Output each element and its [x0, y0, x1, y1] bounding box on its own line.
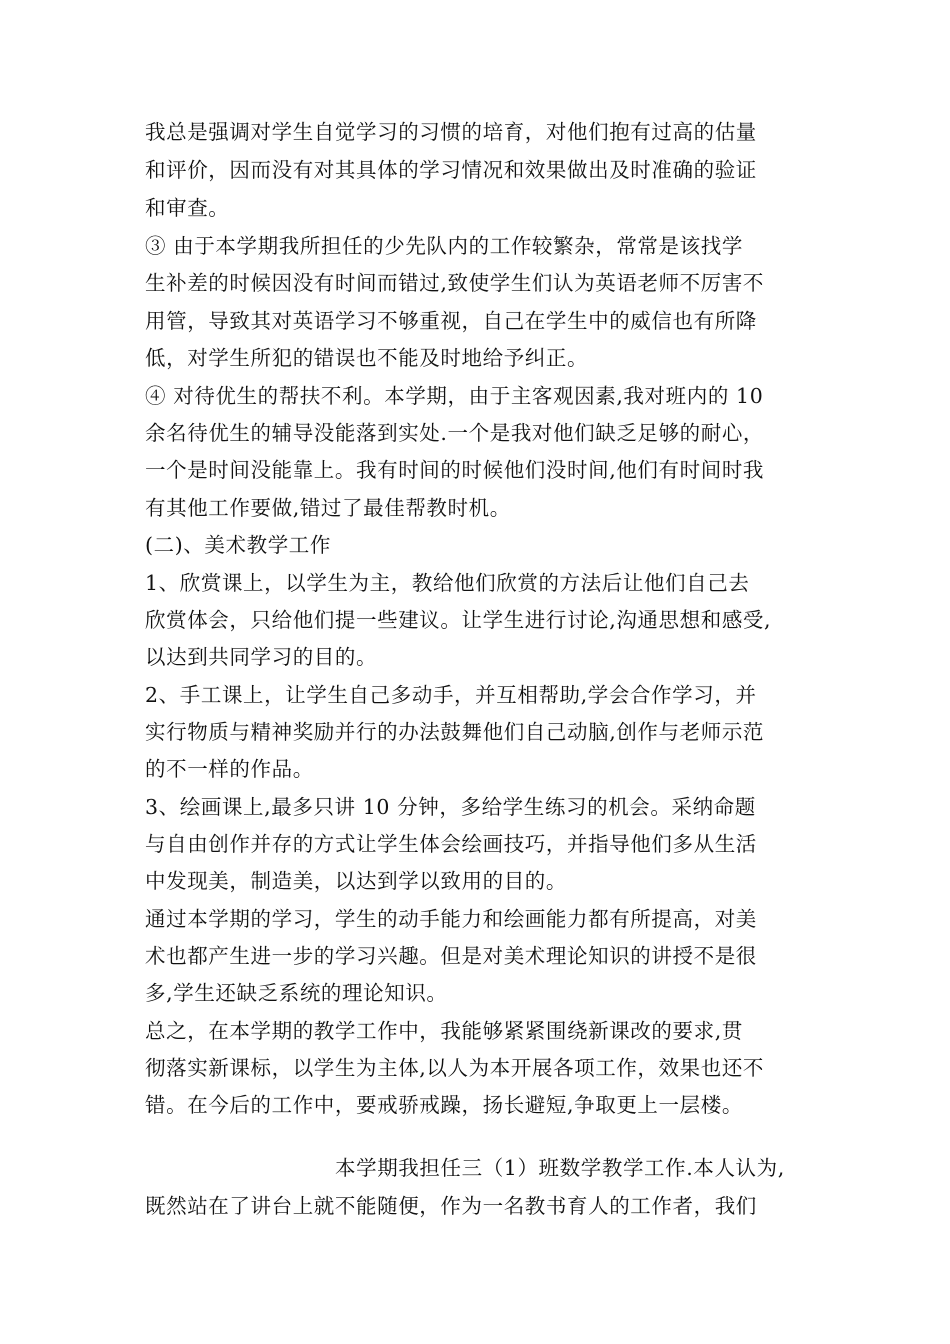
text-line: 用管，导致其对英语学习不够重视，自己在学生中的威信也有所降: [145, 309, 757, 333]
text-line: 与自由创作并存的方式让学生体会绘画技巧，并指导他们多从生活: [145, 832, 757, 856]
text-line: 彻落实新课标，以学生为主体,以人为本开展各项工作，效果也还不: [145, 1056, 765, 1080]
text-line: 实行物质与精神奖励并行的办法鼓舞他们自己动脑,创作与老师示范: [145, 720, 765, 744]
text-line: 欣赏体会，只给他们提一些建议。让学生进行讨论,沟通思想和感受,: [145, 608, 772, 632]
text-line: 一个是时间没能靠上。我有时间的时候他们没时间,他们有时间时我: [145, 458, 765, 482]
text-line: 的不一样的作品。: [145, 757, 314, 781]
text-line: 本学期我担任三（1）班数学教学工作.本人认为,: [335, 1156, 785, 1180]
text-line: 有其他工作要做,错过了最佳帮教时机。: [145, 496, 511, 520]
text-line: 1、欣赏课上，以学生为主，教给他们欣赏的方法后让他们自己去: [145, 571, 750, 595]
text-line: 术也都产生进一步的学习兴趣。但是对美术理论知识的讲授不是很: [145, 944, 757, 968]
text-line: 3、绘画课上,最多只讲 10 分钟，多给学生练习的机会。采纳命题: [145, 795, 756, 819]
text-line: 和审查。: [145, 196, 230, 220]
text-line: 余名待优生的辅导没能落到实处.一个是我对他们缺乏足够的耐心，: [145, 421, 765, 445]
text-line: 低，对学生所犯的错误也不能及时地给予纠正。: [145, 346, 589, 370]
text-line: 2、手工课上，让学生自己多动手，并互相帮助,学会合作学习，并: [145, 683, 757, 707]
text-line: ③ 由于本学期我所担任的少先队内的工作较繁杂，常常是该找学: [145, 234, 743, 258]
text-line: 生补差的时候因没有时间而错过,致使学生们认为英语老师不厉害不: [145, 271, 765, 295]
text-line: 多,学生还缺乏系统的理论知识。: [145, 981, 448, 1005]
text-line: 既然站在了讲台上就不能随便，作为一名教书育人的工作者，我们: [145, 1194, 757, 1218]
text-line: 错。在今后的工作中，要戒骄戒躁，扬长避短,争取更上一层楼。: [145, 1093, 743, 1117]
section-heading: (二)、美术教学工作: [145, 533, 331, 557]
text-line: 通过本学期的学习，学生的动手能力和绘画能力都有所提高，对美: [145, 907, 757, 931]
text-line: 中发现美，制造美，以达到学以致用的目的。: [145, 869, 567, 893]
text-line: ④ 对待优生的帮扶不利。本学期，由于主客观因素,我对班内的 10: [145, 384, 764, 408]
text-line: 总之，在本学期的教学工作中，我能够紧紧围绕新课改的要求,贯: [145, 1019, 743, 1043]
text-line: 我总是强调对学生自觉学习的习惯的培育，对他们抱有过高的估量: [145, 120, 757, 144]
text-line: 和评价，因而没有对其具体的学习情况和效果做出及时准确的验证: [145, 158, 757, 182]
text-line: 以达到共同学习的目的。: [145, 645, 378, 669]
